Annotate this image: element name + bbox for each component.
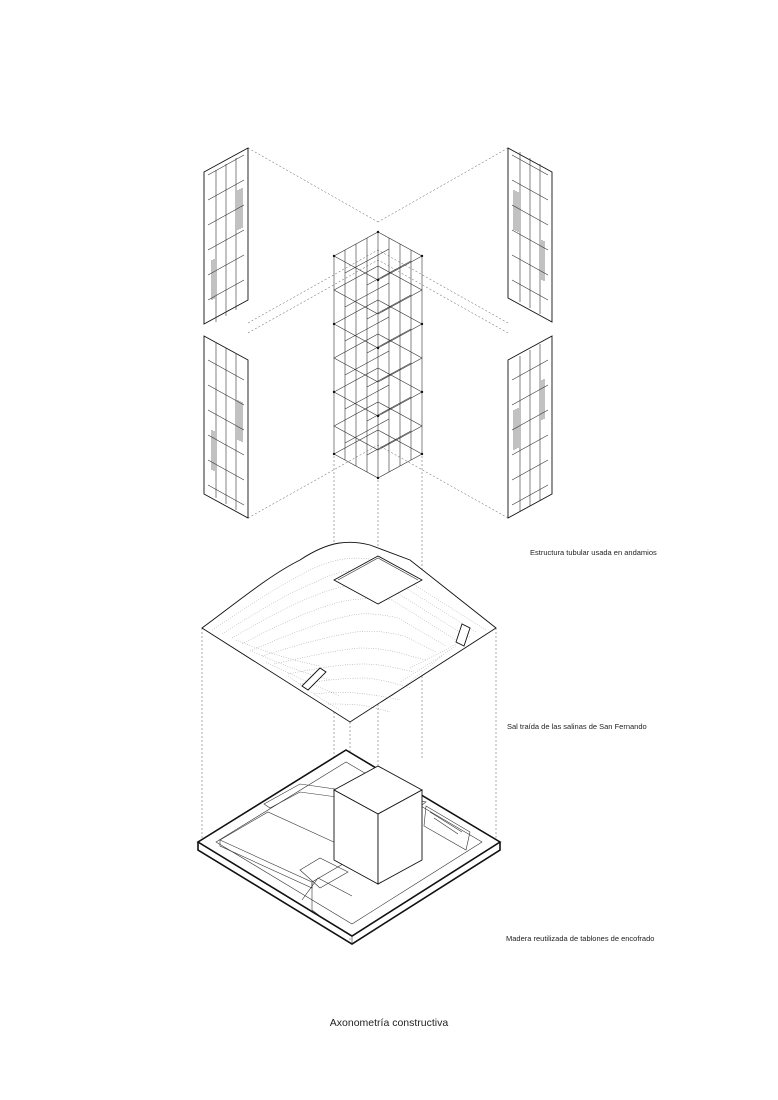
label-scaffold-structure: Estructura tubular usada en andamios: [530, 548, 657, 557]
central-cube: [334, 766, 422, 884]
wooden-base: [198, 750, 500, 944]
label-wood-base: Madera reutilizada de tablones de encofrado: [506, 934, 655, 943]
scaffold-tower: [333, 231, 423, 479]
salt-layer: [202, 542, 496, 722]
label-salt-layer: Sal traída de las salinas de San Fernando: [507, 722, 647, 731]
figure-caption: Axonometría constructiva: [329, 1017, 449, 1029]
wall-panel-top-right: [508, 148, 552, 322]
wall-panel-bottom-right: [508, 336, 552, 518]
wall-panel-bottom-left: [204, 336, 248, 518]
wall-panel-top-left: [204, 148, 248, 324]
